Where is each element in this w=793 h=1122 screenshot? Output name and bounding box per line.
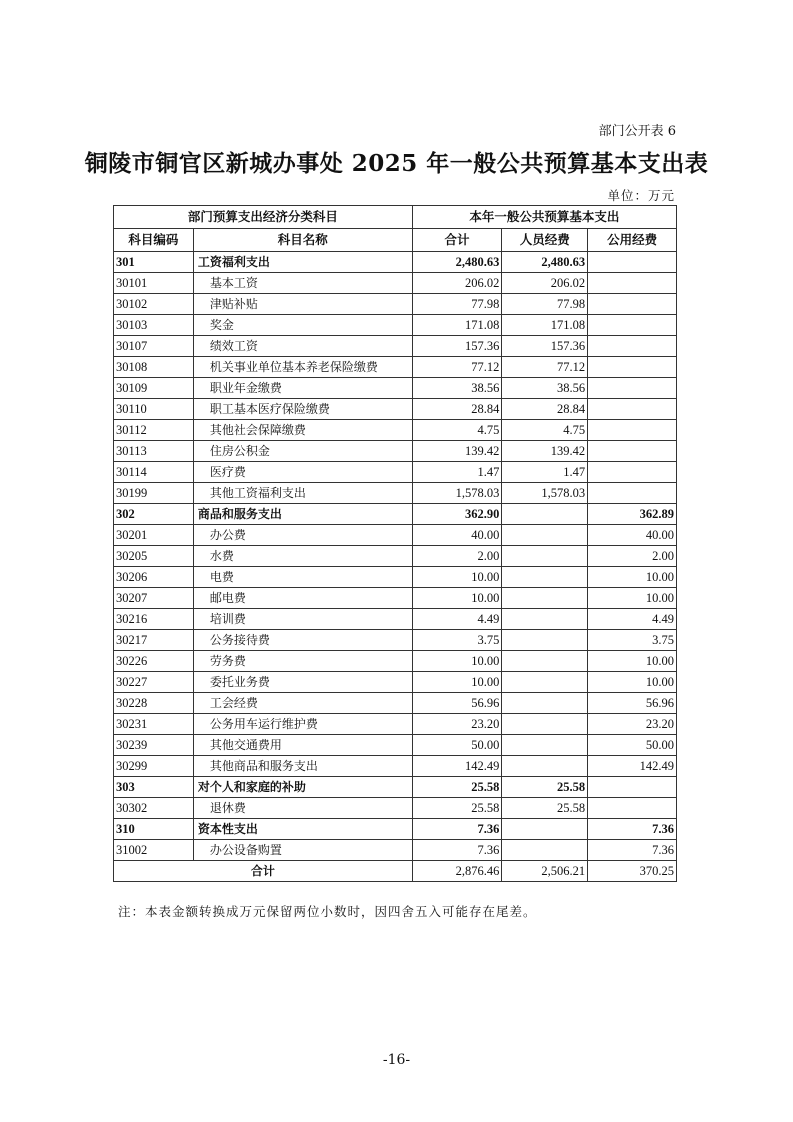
- cell-public: 40.00: [588, 525, 677, 546]
- cell-public: 7.36: [588, 840, 677, 861]
- cell-name: 对个人和家庭的补助: [193, 777, 412, 798]
- cell-personnel: 139.42: [502, 441, 588, 462]
- cell-code: 302: [114, 504, 194, 525]
- cell-total: 3.75: [412, 630, 502, 651]
- cell-name: 工会经费: [193, 693, 412, 714]
- cell-public: 10.00: [588, 588, 677, 609]
- cell-public: 23.20: [588, 714, 677, 735]
- cell-public: 2.00: [588, 546, 677, 567]
- cell-total: 28.84: [412, 399, 502, 420]
- page-title: 铜陵市铜官区新城办事处 2025 年一般公共预算基本支出表: [84, 150, 709, 177]
- cell-total: 23.20: [412, 714, 502, 735]
- cell-public: 10.00: [588, 672, 677, 693]
- cell-name: 工资福利支出: [193, 252, 412, 273]
- cell-code: 30109: [114, 378, 194, 399]
- table-row: [114, 315, 677, 336]
- cell-public: 3.75: [588, 630, 677, 651]
- table-row: [114, 336, 677, 357]
- cell-public: [588, 798, 677, 819]
- cell-personnel: 25.58: [502, 798, 588, 819]
- cell-total: 77.12: [412, 357, 502, 378]
- cell-code: 30216: [114, 609, 194, 630]
- cell-name: 医疗费: [193, 462, 412, 483]
- table-row: [114, 798, 677, 819]
- cell-code: 30112: [114, 420, 194, 441]
- table-row: [114, 588, 677, 609]
- cell-name: 其他社会保障缴费: [193, 420, 412, 441]
- table-row: [114, 630, 677, 651]
- table-row: [114, 819, 677, 840]
- cell-code: 30228: [114, 693, 194, 714]
- table-row: [114, 714, 677, 735]
- col-header-name: 科目名称: [193, 229, 412, 252]
- cell-code: 30205: [114, 546, 194, 567]
- cell-public: [588, 462, 677, 483]
- table-row: [114, 609, 677, 630]
- cell-total: 40.00: [412, 525, 502, 546]
- cell-personnel: [502, 609, 588, 630]
- cell-personnel: 77.98: [502, 294, 588, 315]
- page-number: -16-: [382, 1052, 411, 1068]
- cell-name: 水费: [193, 546, 412, 567]
- col-header-personnel: 人员经费: [502, 229, 588, 252]
- cell-total: 139.42: [412, 441, 502, 462]
- cell-name: 住房公积金: [193, 441, 412, 462]
- cell-public: [588, 378, 677, 399]
- cell-code: 30101: [114, 273, 194, 294]
- cell-public: [588, 420, 677, 441]
- cell-name: 资本性支出: [193, 819, 412, 840]
- table-row: [114, 567, 677, 588]
- cell-public: 4.49: [588, 609, 677, 630]
- cell-total: 10.00: [412, 651, 502, 672]
- total-label: 合计: [114, 861, 413, 882]
- group-header-classification: 部门预算支出经济分类科目: [114, 206, 413, 229]
- cell-code: 30239: [114, 735, 194, 756]
- table-row: [114, 420, 677, 441]
- total-public: 370.25: [588, 861, 677, 882]
- cell-total: 1.47: [412, 462, 502, 483]
- cell-name: 公务用车运行维护费: [193, 714, 412, 735]
- table-row: [114, 651, 677, 672]
- cell-public: [588, 441, 677, 462]
- cell-name: 奖金: [193, 315, 412, 336]
- cell-personnel: [502, 819, 588, 840]
- table-row: [114, 252, 677, 273]
- cell-personnel: 1.47: [502, 462, 588, 483]
- cell-public: 362.89: [588, 504, 677, 525]
- cell-name: 培训费: [193, 609, 412, 630]
- cell-public: [588, 336, 677, 357]
- cell-personnel: [502, 735, 588, 756]
- table-row: [114, 441, 677, 462]
- cell-code: 30102: [114, 294, 194, 315]
- cell-name: 商品和服务支出: [193, 504, 412, 525]
- table-row: [114, 294, 677, 315]
- table-row: [114, 777, 677, 798]
- cell-public: 56.96: [588, 693, 677, 714]
- cell-name: 机关事业单位基本养老保险缴费: [193, 357, 412, 378]
- cell-code: 30231: [114, 714, 194, 735]
- cell-public: [588, 294, 677, 315]
- column-header-row: [114, 229, 677, 252]
- cell-total: 2.00: [412, 546, 502, 567]
- cell-total: 10.00: [412, 672, 502, 693]
- table-row: [114, 840, 677, 861]
- cell-total: 56.96: [412, 693, 502, 714]
- cell-personnel: 171.08: [502, 315, 588, 336]
- cell-personnel: [502, 588, 588, 609]
- cell-total: 50.00: [412, 735, 502, 756]
- cell-code: 30110: [114, 399, 194, 420]
- cell-personnel: 4.75: [502, 420, 588, 441]
- cell-public: [588, 273, 677, 294]
- cell-personnel: 206.02: [502, 273, 588, 294]
- table-row: [114, 399, 677, 420]
- cell-public: [588, 315, 677, 336]
- unit-label: 单位：万元: [607, 188, 675, 203]
- total-amount: 2,876.46: [412, 861, 502, 882]
- cell-personnel: [502, 714, 588, 735]
- cell-total: 1,578.03: [412, 483, 502, 504]
- cell-name: 退休费: [193, 798, 412, 819]
- cell-personnel: 1,578.03: [502, 483, 588, 504]
- cell-name: 劳务费: [193, 651, 412, 672]
- cell-public: 10.00: [588, 567, 677, 588]
- table-row: [114, 273, 677, 294]
- cell-personnel: [502, 672, 588, 693]
- cell-code: 30114: [114, 462, 194, 483]
- cell-total: 157.36: [412, 336, 502, 357]
- col-header-public: 公用经费: [588, 229, 677, 252]
- cell-code: 30207: [114, 588, 194, 609]
- col-header-code: 科目编码: [114, 229, 194, 252]
- cell-code: 30103: [114, 315, 194, 336]
- cell-public: [588, 777, 677, 798]
- table-row: [114, 693, 677, 714]
- cell-personnel: [502, 693, 588, 714]
- cell-name: 绩效工资: [193, 336, 412, 357]
- cell-personnel: [502, 504, 588, 525]
- cell-code: 30113: [114, 441, 194, 462]
- table-row: [114, 483, 677, 504]
- cell-code: 30217: [114, 630, 194, 651]
- table-row: [114, 735, 677, 756]
- footnote: 注：本表金额转换成万元保留两位小数时，因四舍五入可能存在尾差。: [118, 904, 537, 919]
- cell-personnel: [502, 525, 588, 546]
- cell-public: 50.00: [588, 735, 677, 756]
- cell-name: 其他交通费用: [193, 735, 412, 756]
- cell-total: 7.36: [412, 840, 502, 861]
- table-row: [114, 546, 677, 567]
- cell-personnel: 157.36: [502, 336, 588, 357]
- cell-personnel: 25.58: [502, 777, 588, 798]
- col-header-total: 合计: [412, 229, 502, 252]
- cell-public: [588, 252, 677, 273]
- cell-personnel: 28.84: [502, 399, 588, 420]
- cell-name: 邮电费: [193, 588, 412, 609]
- cell-personnel: [502, 651, 588, 672]
- cell-code: 30108: [114, 357, 194, 378]
- cell-total: 77.98: [412, 294, 502, 315]
- cell-public: [588, 357, 677, 378]
- cell-personnel: 2,480.63: [502, 252, 588, 273]
- cell-name: 职工基本医疗保险缴费: [193, 399, 412, 420]
- cell-total: 362.90: [412, 504, 502, 525]
- table-row: [114, 672, 677, 693]
- cell-code: 30299: [114, 756, 194, 777]
- cell-name: 职业年金缴费: [193, 378, 412, 399]
- group-header-row: [114, 206, 677, 229]
- cell-personnel: [502, 756, 588, 777]
- cell-total: 10.00: [412, 567, 502, 588]
- cell-code: 31002: [114, 840, 194, 861]
- cell-personnel: 38.56: [502, 378, 588, 399]
- cell-code: 30199: [114, 483, 194, 504]
- cell-code: 30201: [114, 525, 194, 546]
- table-row: [114, 357, 677, 378]
- cell-public: 10.00: [588, 651, 677, 672]
- table-row: [114, 378, 677, 399]
- cell-total: 25.58: [412, 798, 502, 819]
- cell-code: 30227: [114, 672, 194, 693]
- cell-personnel: [502, 840, 588, 861]
- doc-tag: 部门公开表 6: [598, 124, 676, 139]
- cell-code: 30107: [114, 336, 194, 357]
- cell-personnel: 77.12: [502, 357, 588, 378]
- table-row: [114, 462, 677, 483]
- cell-name: 津贴补贴: [193, 294, 412, 315]
- cell-total: 206.02: [412, 273, 502, 294]
- cell-total: 2,480.63: [412, 252, 502, 273]
- cell-name: 公务接待费: [193, 630, 412, 651]
- cell-code: 301: [114, 252, 194, 273]
- cell-public: 7.36: [588, 819, 677, 840]
- cell-total: 142.49: [412, 756, 502, 777]
- cell-total: 38.56: [412, 378, 502, 399]
- total-row: [114, 861, 677, 882]
- cell-total: 10.00: [412, 588, 502, 609]
- cell-total: 4.49: [412, 609, 502, 630]
- cell-name: 电费: [193, 567, 412, 588]
- cell-name: 其他商品和服务支出: [193, 756, 412, 777]
- cell-name: 委托业务费: [193, 672, 412, 693]
- cell-public: [588, 483, 677, 504]
- cell-code: 310: [114, 819, 194, 840]
- cell-code: 30302: [114, 798, 194, 819]
- cell-code: 30206: [114, 567, 194, 588]
- table-row: [114, 525, 677, 546]
- cell-name: 办公设备购置: [193, 840, 412, 861]
- cell-total: 4.75: [412, 420, 502, 441]
- cell-personnel: [502, 630, 588, 651]
- cell-public: 142.49: [588, 756, 677, 777]
- total-personnel: 2,506.21: [502, 861, 588, 882]
- group-header-expenditure: 本年一般公共预算基本支出: [412, 206, 676, 229]
- cell-personnel: [502, 546, 588, 567]
- cell-code: 303: [114, 777, 194, 798]
- cell-total: 171.08: [412, 315, 502, 336]
- cell-code: 30226: [114, 651, 194, 672]
- cell-total: 25.58: [412, 777, 502, 798]
- cell-name: 办公费: [193, 525, 412, 546]
- table-row: [114, 756, 677, 777]
- cell-name: 基本工资: [193, 273, 412, 294]
- cell-public: [588, 399, 677, 420]
- table-row: [114, 504, 677, 525]
- cell-total: 7.36: [412, 819, 502, 840]
- budget-table: [113, 205, 677, 882]
- cell-name: 其他工资福利支出: [193, 483, 412, 504]
- cell-personnel: [502, 567, 588, 588]
